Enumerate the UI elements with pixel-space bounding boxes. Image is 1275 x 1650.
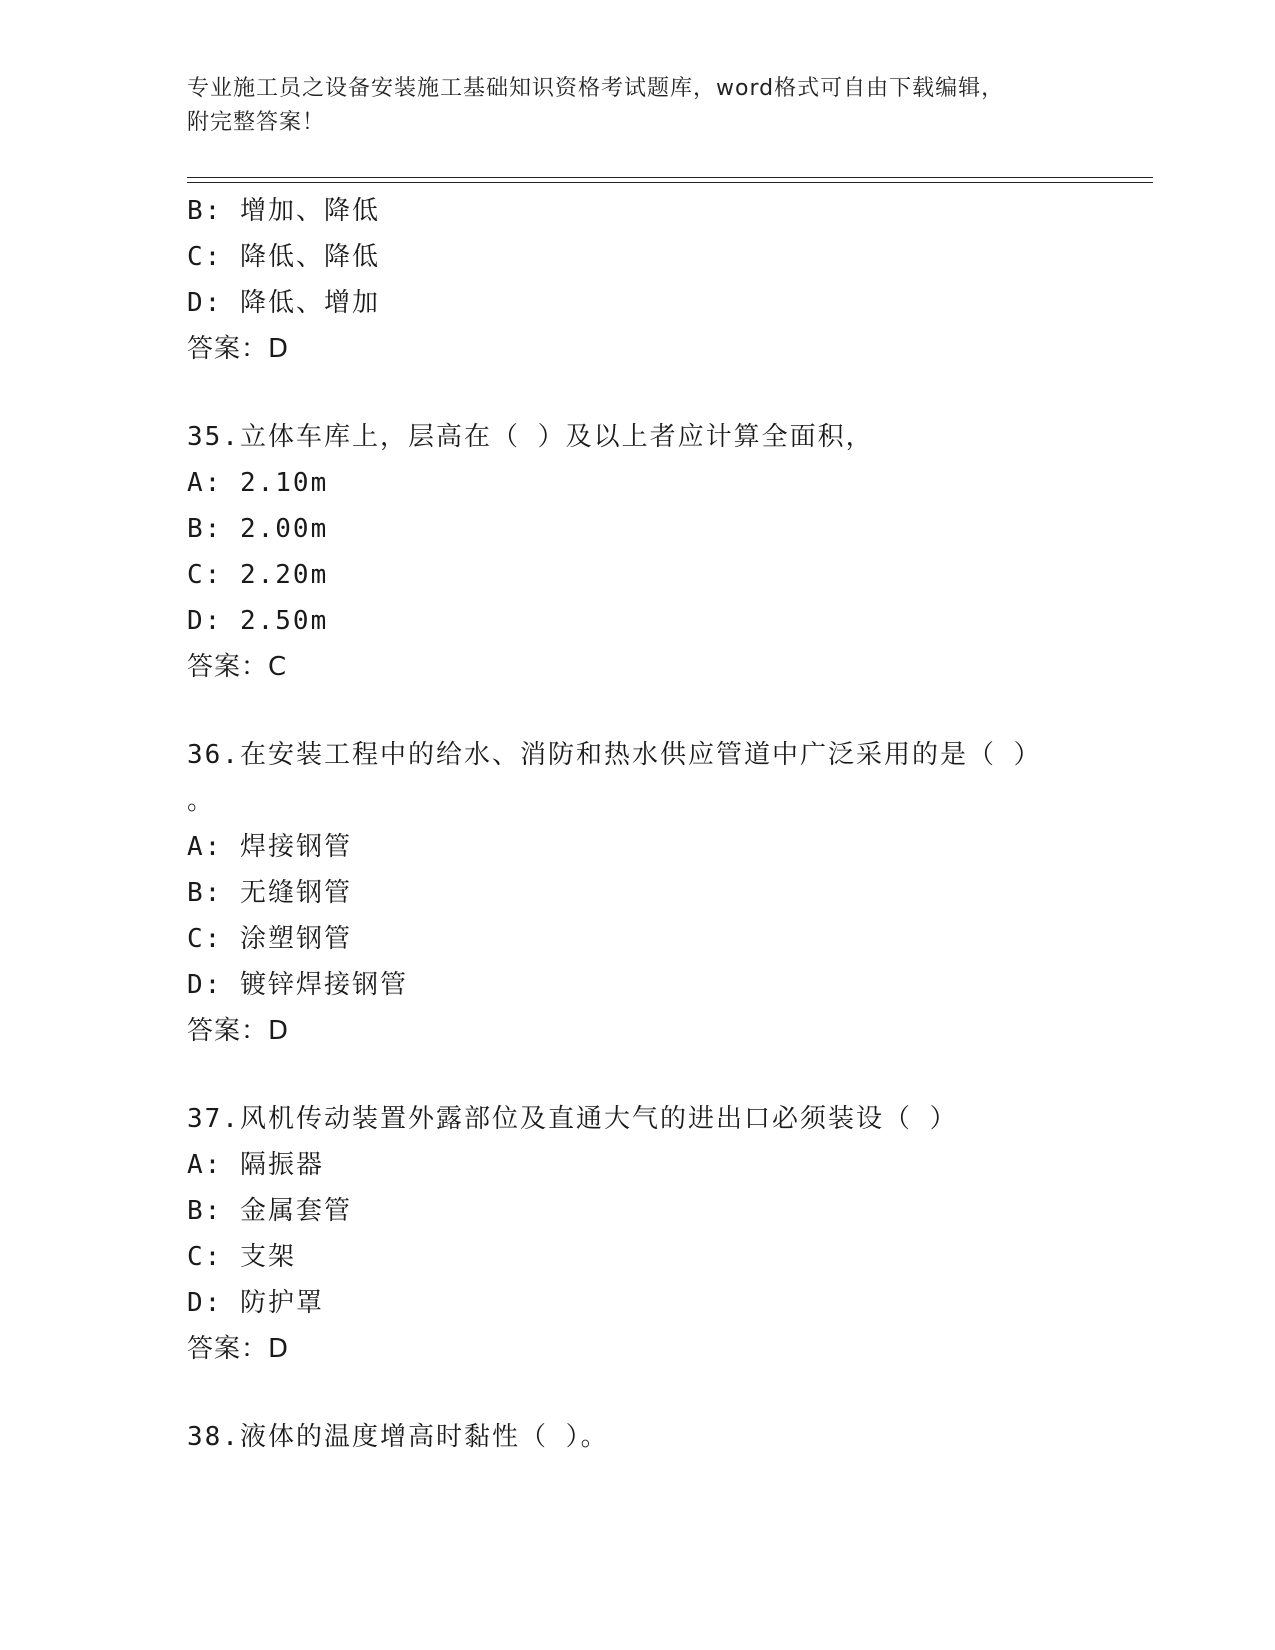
- question-36: [187, 732, 1087, 1054]
- question-stem-continuation: 。: [187, 786, 216, 816]
- option-c: C: 降低、降低: [187, 242, 380, 272]
- option-a: A: 2.10m: [187, 468, 329, 498]
- option-c: C: 支架: [187, 1242, 296, 1272]
- question-stem: 38.液体的温度增高时黏性（ ）。: [187, 1422, 609, 1452]
- answer-line: 答案：D: [187, 1334, 290, 1364]
- question-35: [187, 414, 1087, 690]
- option-b: B: 金属套管: [187, 1196, 352, 1226]
- question-stem: 37.风机传动装置外露部位及直通大气的进出口必须装设（ ）: [187, 1104, 958, 1134]
- previous-question-tail: [187, 188, 1087, 372]
- option-a: A: 焊接钢管: [187, 832, 352, 862]
- question-list: [187, 188, 1087, 1460]
- option-d: D: 2.50m: [187, 606, 329, 636]
- option-b: B: 无缝钢管: [187, 878, 352, 908]
- question-38: [187, 1414, 1087, 1460]
- header-line-1: 专业施工员之设备安装施工基础知识资格考试题库，word格式可自由下载编辑，: [187, 76, 1005, 101]
- answer-line: 答案：D: [187, 1016, 290, 1046]
- option-b: B: 2.00m: [187, 514, 329, 544]
- header-divider-bottom: [187, 182, 1153, 183]
- question-37: [187, 1096, 1087, 1372]
- answer-line: 答案：D: [187, 334, 290, 364]
- option-d: D: 防护罩: [187, 1288, 324, 1318]
- option-b: B: 增加、降低: [187, 196, 380, 226]
- header-divider-top: [187, 177, 1153, 178]
- option-a: A: 隔振器: [187, 1150, 324, 1180]
- header-line-2: 附完整答案！: [187, 110, 326, 135]
- question-stem: 36.在安装工程中的给水、消防和热水供应管道中广泛采用的是（ ）: [187, 740, 1042, 770]
- question-stem: 35.立体车库上，层高在（ ）及以上者应计算全面积，: [187, 422, 874, 452]
- option-c: C: 涂塑钢管: [187, 924, 352, 954]
- answer-line: 答案：C: [187, 652, 288, 682]
- option-c: C: 2.20m: [187, 560, 329, 590]
- document-header: [187, 72, 1087, 140]
- option-d: D: 镀锌焊接钢管: [187, 970, 408, 1000]
- option-d: D: 降低、增加: [187, 288, 380, 318]
